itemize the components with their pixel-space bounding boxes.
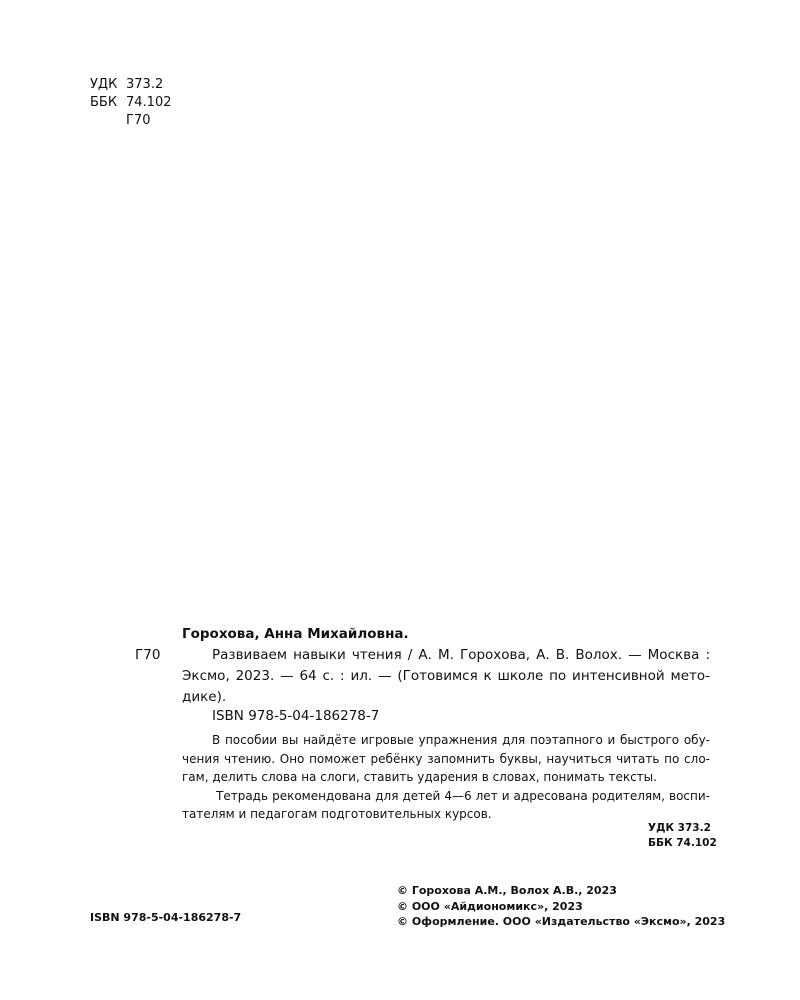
isbn-footer: ISBN 978-5-04-186278-7 — [90, 911, 242, 924]
bbk-label: ББК — [90, 95, 118, 110]
copyright-line: © ООО «Айдиономикс», 2023 — [397, 899, 583, 913]
biblio-line: Развиваем навыки чтения / А. М. Горохова, А. В. Волох. — Москва : — [212, 647, 710, 663]
udk-bottom: УДК 373.2 — [648, 822, 711, 834]
bbk-value: 74.102 — [126, 95, 172, 110]
udk-value: 373.2 — [126, 77, 164, 92]
copyright-line: © Оформление. ООО «Издательство «Эксмо», 2023 — [397, 915, 726, 928]
bibliographic-description — [182, 645, 710, 708]
classification-block-top — [90, 76, 172, 130]
annotation-line: тателям и педагогам подготовительных курсов. — [182, 807, 492, 821]
isbn-record: ISBN 978-5-04-186278-7 — [212, 708, 380, 724]
annotation-line: чения чтению. Оно поможет ребёнку запомнить буквы, научиться читать по сло- — [182, 751, 710, 766]
udk-label: УДК — [90, 77, 118, 92]
bbk-row — [90, 94, 172, 112]
biblio-line: Эксмо, 2023. — 64 с. : ил. — (Готовимся к школе по интенсивной мето- — [182, 668, 710, 684]
classification-block-bottom — [648, 821, 717, 851]
copyright-block — [397, 883, 725, 930]
annotation-line: гам, делить слова на слоги, ставить ударения в словах, понимать тексты. — [182, 770, 657, 784]
cutter-row — [90, 112, 172, 130]
annotation-line: В пособии вы найдёте игровые упражнения для поэтапного и быстрого обу- — [212, 733, 710, 747]
annotation — [182, 731, 710, 824]
cutter-code: Г70 — [135, 647, 161, 663]
bbk-bottom: ББК 74.102 — [648, 837, 717, 849]
annotation-line: Тетрадь рекомендована для детей 4—6 лет и адресована родителям, воспи- — [216, 788, 710, 803]
cutter-code-top: Г70 — [126, 113, 151, 128]
author-heading: Горохова, Анна Михайловна. — [182, 626, 409, 642]
udk-row — [90, 76, 172, 94]
copyright-line: © Горохова А.М., Волох А.В., 2023 — [397, 884, 617, 897]
biblio-line: дике). — [182, 689, 227, 705]
